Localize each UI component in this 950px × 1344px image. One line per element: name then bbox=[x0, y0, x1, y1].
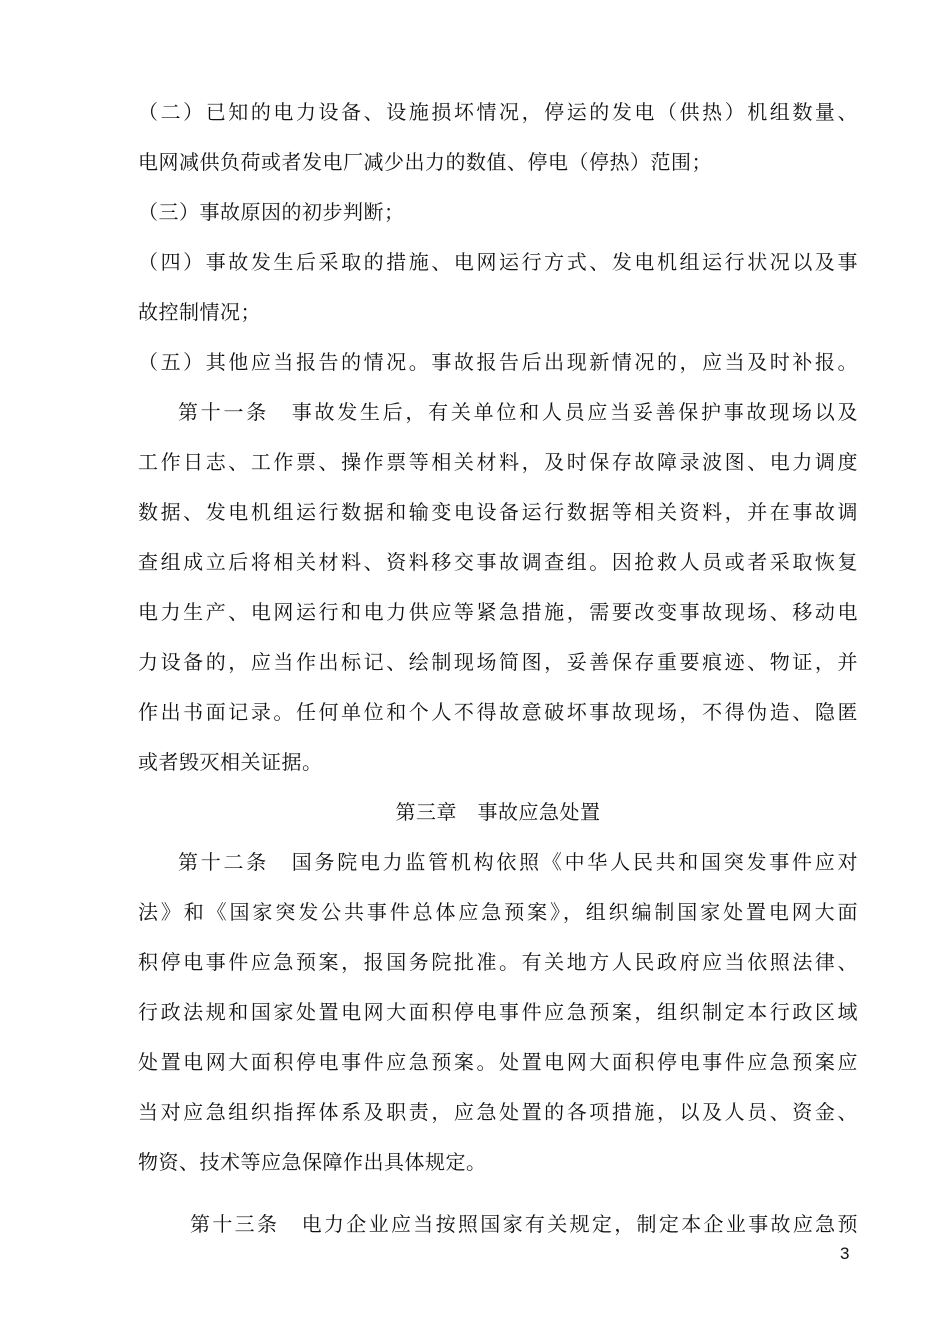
article-heading-line: 第十三条 电力企业应当按照国家有关规定，制定本企业事故应急预 bbox=[190, 1212, 858, 1236]
text-line: 工作日志、工作票、操作票等相关材料，及时保存故障录波图、电力调度 bbox=[138, 450, 858, 474]
text-line: 物资、技术等应急保障作出具体规定。 bbox=[138, 1150, 487, 1174]
text-line: （二）已知的电力设备、设施损坏情况，停运的发电（供热）机组数量、 bbox=[138, 100, 858, 124]
text-line: 积停电事件应急预案，报国务院批准。有关地方人民政府应当依照法律、 bbox=[138, 950, 858, 974]
text-line: 查组成立后将相关材料、资料移交事故调查组。因抢救人员或者采取恢复 bbox=[138, 550, 858, 574]
article-heading-line: 第十一条 事故发生后，有关单位和人员应当妥善保护事故现场以及 bbox=[178, 400, 858, 424]
text-line: 故控制情况； bbox=[138, 300, 261, 324]
text-line: 数据、发电机组运行数据和输变电设备运行数据等相关资料，并在事故调 bbox=[138, 500, 858, 524]
text-line: 电力生产、电网运行和电力供应等紧急措施，需要改变事故现场、移动电 bbox=[138, 600, 858, 624]
text-line: 电网减供负荷或者发电厂减少出力的数值、停电（停热）范围； bbox=[138, 150, 712, 174]
chapter-title: 第三章 事故应急处置 bbox=[395, 800, 601, 824]
text-line: 当对应急组织指挥体系及职责，应急处置的各项措施，以及人员、资金、 bbox=[138, 1100, 858, 1124]
paragraph-gap bbox=[138, 1194, 858, 1206]
page-number: 3 bbox=[840, 1244, 850, 1263]
text-line: 力设备的，应当作出标记、绘制现场简图，妥善保存重要痕迹、物证，并 bbox=[138, 650, 858, 674]
article-heading-line: 第十二条 国务院电力监管机构依照《中华人民共和国突发事件应对 bbox=[178, 850, 858, 874]
text-line: 法》和《国家突发公共事件总体应急预案》，组织编制国家处置电网大面 bbox=[138, 900, 858, 924]
text-line: 处置电网大面积停电事件应急预案。处置电网大面积停电事件应急预案应 bbox=[138, 1050, 858, 1074]
text-line: （五）其他应当报告的情况。事故报告后出现新情况的，应当及时补报。 bbox=[138, 350, 858, 374]
text-line: （三）事故原因的初步判断； bbox=[138, 200, 405, 224]
body-text bbox=[138, 94, 858, 1256]
text-line: （四）事故发生后采取的措施、电网运行方式、发电机组运行状况以及事 bbox=[138, 250, 858, 274]
text-line: 或者毁灭相关证据。 bbox=[138, 750, 323, 774]
text-line: 行政法规和国家处置电网大面积停电事件应急预案，组织制定本行政区域 bbox=[138, 1000, 858, 1024]
text-line: 作出书面记录。任何单位和个人不得故意破坏事故现场，不得伪造、隐匿 bbox=[138, 700, 858, 724]
